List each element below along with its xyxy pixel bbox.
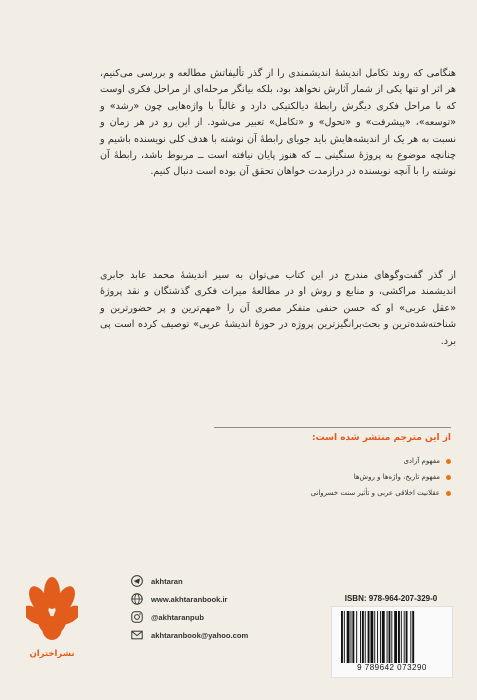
barcode-bar (344, 611, 345, 663)
isbn-label: ISBN: 978-964-207-329-0 (344, 594, 438, 603)
contact-instagram[interactable]: @akhtaranpub (131, 609, 271, 625)
globe-icon (131, 593, 143, 605)
bullet-icon (446, 475, 451, 480)
barcode-bar (351, 611, 352, 663)
contact-list (131, 573, 271, 645)
barcode-bar (401, 611, 402, 663)
barcode-bar (389, 611, 391, 663)
barcode-bar (370, 611, 373, 663)
barcode-bar (398, 611, 400, 663)
instagram-icon (131, 611, 143, 623)
publisher-logo (26, 565, 78, 651)
barcode-bar (410, 611, 411, 663)
list-item: مفهوم آزادی (215, 453, 451, 469)
contact-website[interactable]: www.akhtaranbook.ir (131, 591, 271, 607)
barcode-bar (406, 611, 408, 663)
barcode-bar (347, 611, 350, 663)
barcode-bar (360, 611, 361, 663)
barcode-bar (377, 611, 378, 663)
barcode-bars (340, 611, 444, 663)
telegram-icon (131, 575, 143, 587)
contact-telegram[interactable]: akhtaran (131, 573, 271, 589)
barcode-bar (362, 611, 364, 663)
email-icon (131, 629, 143, 641)
barcode-number: 9 789642 073290 (357, 663, 427, 672)
barcode-bar (356, 611, 357, 663)
translator-list-title: از این مترجم منتشر شده است: (312, 433, 451, 443)
description-paragraph-2: از گذر گفت‌وگوهای مندرج در این کتاب می‌توان به سیر اندیشهٔ محمد عابد جابری اندیشمند مراکشی، و منابع و روش او در مطالعهٔ میراث فکری گذشتگان و نقد پروژهٔ «عقل عربی» او که حسن حنفی متفکر مصری آن را «مهم‌ترین و پر حضورترین و شناخته‌شده‌ترین و بحث‌برانگیزترین پروژه در حوزهٔ اندیشهٔ عربی» توصیف کرده است پی برد. (100, 270, 456, 347)
barcode-bar (391, 611, 392, 663)
barcode (331, 606, 453, 678)
contact-email[interactable]: akhtaranbook@yahoo.com (131, 627, 271, 643)
divider-line (214, 427, 451, 428)
barcode-bar (341, 611, 343, 663)
barcode-bar (374, 611, 375, 663)
list-item: عقلانیت اخلاقی عربی و تأثیر سنت خسروانی (215, 485, 451, 501)
description-paragraph-1: هنگامی که روند تکامل اندیشهٔ اندیشمندی را از گذر تألیفاتش مطالعه و بررسی می‌کنیم، هر اثر او تنها یکی از شمار آثارش نخواهد بود، بلکه بیانگر مرحله‌ای از مراحل فکری اوست که با مراحل فکری دیگرش رابطهٔ دیالکتیکی دارد و غالباً با واژه‌هایی چون «رشد» و «توسعه»، «پیشرفت» و «تحول» و «تکامل» تعبیر می‌شود. از این رو در هر زمان و نسبت به هر یک از اندیشه‌هایش باید جویای رابطهٔ آن نوشته با هدف کلی نویسنده باشیم و چنانچه موضوع به پروژهٔ سنگینی ــ که هنوز پایان نیافته است ــ مربوط باشد، رابطهٔ آن نوشته را با آنچه نویسنده در درازمدت خواهان تحقق آن بوده است دنبال کنیم. (100, 68, 456, 178)
barcode-bar (404, 611, 405, 663)
publisher-name: نشراختران (29, 649, 75, 659)
barcode-bar (394, 611, 397, 663)
list-item: مفهوم تاریخ، واژه‌ها و روش‌ها (215, 469, 451, 485)
barcode-bar (382, 611, 385, 663)
bullet-icon (446, 491, 451, 496)
barcode-bar (368, 611, 370, 663)
translator-book-list (215, 453, 451, 501)
barcode-bar (380, 611, 381, 663)
bullet-icon (446, 459, 451, 464)
barcode-bar (352, 611, 354, 663)
barcode-bar (365, 611, 366, 663)
barcode-bar (412, 611, 414, 663)
barcode-bar (387, 611, 388, 663)
